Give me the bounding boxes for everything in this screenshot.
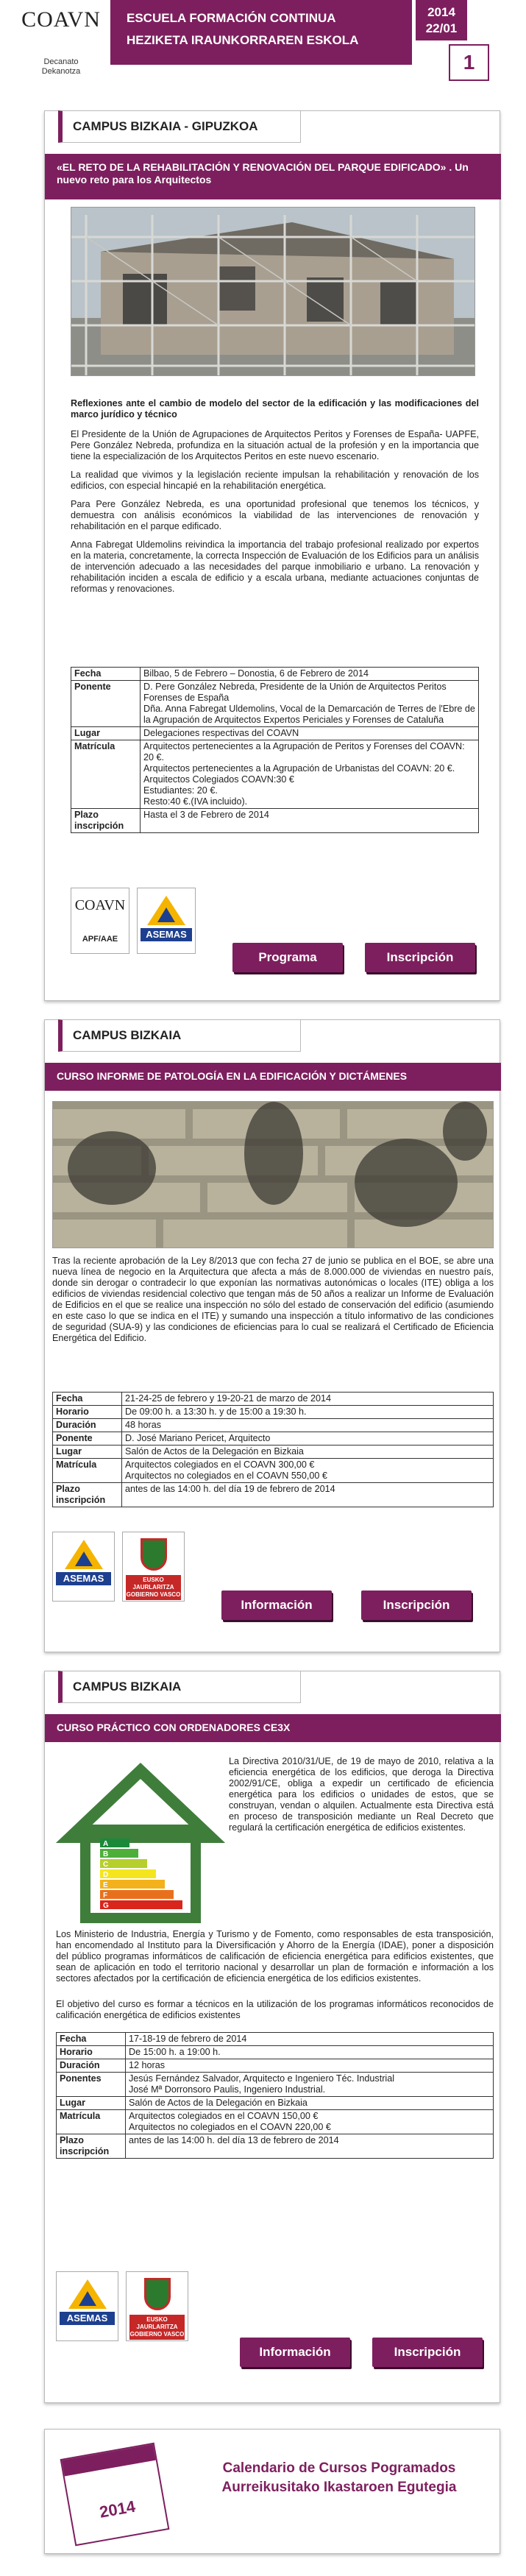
- issue-number: 1: [449, 44, 489, 81]
- asemas-icon: [65, 1540, 103, 1569]
- header-line-2: HEZIKETA IRAUNKORRAREN ESKOLA: [127, 33, 359, 47]
- energy-letter: D: [103, 1871, 109, 1879]
- row-key: Plazo inscripción: [71, 809, 141, 833]
- page-header: [0, 0, 526, 96]
- course-card-ce3x: [44, 1671, 500, 2403]
- row-value: Arquitectos colegiados en el COAVN 150,00 € Arquitectos no colegiados en el COAVN 220,00 €: [126, 2110, 494, 2134]
- paragraph: Anna Fabregat Uldemolins reivindica la importancia del trabajo profesional realizado por expertos en la materia, concretamente, la correcta Inspección de Evaluación de los Edificios para un análisis de intervención adecuado a las necesidades del parque inmobiliario e urbano. La renovación y rehabilitación inciden a escala de edificio y a escala urbana, mediante actuaciones conjuntas de reformas y renovaciones.: [71, 539, 479, 594]
- table-row: [53, 1459, 494, 1483]
- paragraph: La realidad que vivimos y la legislación reciente impulsan la rehabilitación y renovación de los edificios, con especial hincapié en la rehabilitación energética.: [71, 470, 479, 491]
- course-card-rehabilitacion: [44, 110, 500, 1001]
- header-date: 22/01: [425, 21, 458, 35]
- inscripcion-button[interactable]: Inscripción: [372, 2338, 483, 2367]
- energy-house-icon: [56, 1756, 225, 1925]
- row-value: D. José Mariano Pericet, Arquitecto: [122, 1432, 494, 1446]
- table-row: [57, 2059, 494, 2073]
- row-key: Fecha: [53, 1393, 122, 1406]
- row-value: 21-24-25 de febrero y 19-20-21 de marzo de 2014: [122, 1393, 494, 1406]
- row-key: Duración: [57, 2059, 126, 2073]
- row-key: Matrícula: [53, 1459, 122, 1483]
- row-value: Delegaciones respectivas del COAVN: [141, 727, 479, 740]
- course-title-bar: CURSO PRÁCTICO CON ORDENADORES CE3X: [45, 1714, 501, 1742]
- gobierno-vasco-logo: [126, 2271, 188, 2341]
- row-value: 17-18-19 de febrero de 2014: [126, 2033, 494, 2046]
- table-row: [71, 740, 479, 809]
- row-value: Salón de Actos de la Delegación en Bizkaia: [122, 1446, 494, 1459]
- apf-aae-logo: [71, 888, 129, 954]
- course-info-table: [71, 667, 479, 833]
- table-row: [71, 668, 479, 681]
- informacion-button[interactable]: Información: [221, 1590, 332, 1620]
- course-card-patologia: [44, 1019, 500, 1652]
- row-value: Arquitectos colegiados en el COAVN 300,00 € Arquitectos no colegiados en el COAVN 550,00 €: [122, 1459, 494, 1483]
- row-value: 12 horas: [126, 2059, 494, 2073]
- table-row: [57, 2134, 494, 2159]
- logo-label: EUSKO JAURLARITZA GOBIERNO VASCO: [129, 2315, 185, 2340]
- row-key: Plazo inscripción: [53, 1483, 122, 1507]
- table-row: [53, 1393, 494, 1406]
- energy-letter: F: [103, 1892, 108, 1900]
- campus-tag: CAMPUS BIZKAIA: [58, 1019, 301, 1052]
- row-value: Jesús Fernández Salvador, Arquitecto e Ingeniero Téc. Industrial José Mª Dorronsoro Paulis, Ingeniero Industrial.: [126, 2073, 494, 2097]
- table-row: [57, 2033, 494, 2046]
- course-description-right: La Directiva 2010/31/UE, de 19 de mayo de 2010, relativa a la eficiencia energética de los edificios, que deroga la Directiva 2002/91/CE, obliga a expedir un certificado de eficiencia energética para los edificios o unidades de estos, que se construyan, vendan o alquilen. Actualmente esta Directiva está en proceso de transposición mediante un Real Decreto que regulará la certificación energética de edificios existentes.: [229, 1756, 494, 1833]
- row-key: Lugar: [53, 1446, 122, 1459]
- row-value: 48 horas: [122, 1419, 494, 1432]
- calendar-icon: [60, 2443, 170, 2547]
- header-title-bar: [110, 0, 412, 65]
- scaffold-building-photo: [71, 207, 475, 376]
- row-value: Salón de Actos de la Delegación en Bizkaia: [126, 2097, 494, 2110]
- logo-label: ASEMAS: [60, 2312, 115, 2325]
- table-row: [57, 2097, 494, 2110]
- inscripcion-button[interactable]: Inscripción: [365, 943, 475, 972]
- row-key: Horario: [53, 1406, 122, 1419]
- row-key: Matrícula: [57, 2110, 126, 2134]
- row-key: Matrícula: [71, 740, 141, 809]
- calendar-banner[interactable]: [44, 2429, 500, 2554]
- shield-icon: [141, 1538, 167, 1571]
- table-row: [71, 681, 479, 727]
- course-description: Tras la reciente aprobación de la Ley 8/2013 que con fecha 27 de junio se publica en el BOE, se abre una nueva línea de negocio en la Arquitectura que afecta a más de 8.000.000 de viviendas en nuestro país, donde sin derogar o contradecir lo que exponían las normativas autonómicas o locales (ITE) obliga a los edificios de viviendas residencial colectivo que tengan más de 50 años a realizar un Informe de Evaluación de Edificios en el que se realice una inspección no sólo del estado de conservación del edificio (asumiendo en este caso lo que se indica en el ITE) y sumando una inspección a título informativo de las condiciones de seguridad (SUA-9) y las condiciones de eficiencias para lo cual se realizará el Certificado de Eficiencia Energética del Edificio.: [52, 1256, 494, 1343]
- header-date-box: [416, 0, 467, 40]
- row-key: Ponente: [53, 1432, 122, 1446]
- energy-letter: A: [103, 1840, 109, 1848]
- course-title-bar: CURSO INFORME DE PATOLOGÍA EN LA EDIFICACIÓN Y DICTÁMENES: [45, 1063, 501, 1091]
- calendar-title: [192, 2459, 486, 2497]
- asemas-icon: [68, 2279, 107, 2309]
- course-info-table: [56, 2032, 494, 2159]
- course-title-bar: «EL RETO DE LA REHABILITACIÓN Y RENOVACIÓN DEL PARQUE EDIFICADO» . Un nuevo reto para los Arquitectos: [45, 154, 501, 199]
- energy-letter: E: [103, 1881, 108, 1889]
- energy-letter: G: [103, 1902, 109, 1910]
- row-key: Lugar: [57, 2097, 126, 2110]
- logo-label: EUSKO JAURLARITZA GOBIERNO VASCO: [126, 1575, 181, 1600]
- coavn-logo: [21, 7, 102, 81]
- energy-bar: [100, 1880, 165, 1889]
- table-row: [57, 2073, 494, 2097]
- course-info-table: [52, 1392, 494, 1507]
- logo-text: Decanato Dekanotza: [41, 57, 81, 76]
- row-value: Hasta el 3 de Febrero de 2014: [141, 809, 479, 833]
- calendar-year: 2014: [98, 2497, 137, 2522]
- logo-label: ASEMAS: [141, 928, 192, 941]
- row-value: De 15:00 h. a 19:00 h.: [126, 2046, 494, 2059]
- row-key: Ponentes: [57, 2073, 126, 2097]
- table-row: [53, 1419, 494, 1432]
- programa-button[interactable]: Programa: [232, 943, 343, 972]
- shield-icon: [144, 2278, 171, 2310]
- table-row: [53, 1483, 494, 1507]
- inscripcion-button[interactable]: Inscripción: [361, 1590, 472, 1620]
- row-value: Arquitectos pertenecientes a la Agrupación de Peritos y Forenses del COAVN: 20 €. Arquitectos pertenecientes a la Agrupación de Urbanistas del COAVN: 20 €. Arquitectos Colegiados COAVN:30 € Estudiantes: 20 €. Resto:40 €.(IVA incluido).: [141, 740, 479, 809]
- logo-label: ASEMAS: [56, 1572, 111, 1585]
- table-row: [53, 1446, 494, 1459]
- row-key: Lugar: [71, 727, 141, 740]
- energy-bar: [100, 1869, 156, 1878]
- asemas-icon: [147, 896, 185, 925]
- energy-bar: [100, 1890, 174, 1899]
- energy-letter: B: [103, 1850, 109, 1858]
- campus-tag: CAMPUS BIZKAIA - GIPUZKOA: [58, 110, 301, 143]
- calendar-rings: [62, 2444, 156, 2477]
- gobierno-vasco-logo: [122, 1532, 185, 1602]
- logo-mark: COAVN: [74, 897, 126, 913]
- table-row: [53, 1432, 494, 1446]
- course-objective: El objetivo del curso es formar a técnicos en la utilización de los programas informáticos reconocidos de calificación energética de edificios existentes: [56, 1999, 494, 2020]
- course-description: Los Ministerio de Industria, Energía y Turismo y de Fomento, como responsables de esta transposición, han encomendado al Instituto para la Diversificación y Ahorro de la Energía (IDAE), poner a disposición del público programas informáticos de calificación de eficiencia energética para edificios existentes, que sean de aplicación en todo el territorio nacional y desarrollar un plan de formación e información a los sectores afectados por la certificación de eficiencia energética de los edificios existentes.: [56, 1929, 494, 1984]
- energy-bar: [100, 1900, 182, 1909]
- informacion-button[interactable]: Información: [240, 2338, 350, 2367]
- row-value: antes de las 14:00 h. del día 13 de febrero de 2014: [126, 2134, 494, 2159]
- row-value: D. Pere González Nebreda, Presidente de la Unión de Arquitectos Peritos Forenses de España Dña. Anna Fabregat Uldemolins, Vocal de la Demarcación de Terres de l'Ebre de la Agrupación de Arquitectos Expertos Periciales y Forenses de Cataluña: [141, 681, 479, 727]
- row-key: Duración: [53, 1419, 122, 1432]
- course-lead: Reflexiones ante el cambio de modelo del sector de la edificación y las modificaciones del marco jurídico y técnico: [71, 398, 479, 420]
- paragraph: Para Pere González Nebreda, es una oportunidad profesional que tenemos los técnicos, y demuestra con análisis económicos la viabilidad de las intervenciones de renovación y rehabilitación en el parque edificado.: [71, 499, 479, 531]
- calendar-line-1: Calendario de Cursos Pogramados: [222, 2460, 456, 2476]
- asemas-logo: [56, 2271, 118, 2341]
- asemas-logo: [52, 1532, 115, 1602]
- energy-letter: C: [103, 1861, 109, 1869]
- row-key: Horario: [57, 2046, 126, 2059]
- row-key: Fecha: [57, 2033, 126, 2046]
- table-row: [71, 727, 479, 740]
- table-row: [57, 2110, 494, 2134]
- damaged-wall-photo: [52, 1101, 494, 1248]
- table-row: [57, 2046, 494, 2059]
- table-row: [53, 1406, 494, 1419]
- table-row: [71, 809, 479, 833]
- row-value: Bilbao, 5 de Febrero – Donostia, 6 de Febrero de 2014: [141, 668, 479, 681]
- row-key: Plazo inscripción: [57, 2134, 126, 2159]
- header-line-1: ESCUELA FORMACIÓN CONTINUA: [127, 11, 336, 25]
- row-value: antes de las 14:00 h. del día 19 de febrero de 2014: [122, 1483, 494, 1507]
- paragraph: El Presidente de la Unión de Agrupaciones de Arquitectos Peritos y Forenses de España- UAPFE, Pere González Nebreda, profundiza en la situación actual de la profesión y en la importancia que tiene la especialización de los Arquitectos Peritos en este nuevo escenario.: [71, 429, 479, 461]
- asemas-logo: [137, 888, 196, 954]
- logo-label: APF/AAE: [82, 935, 118, 944]
- campus-tag: CAMPUS BIZKAIA: [58, 1671, 301, 1703]
- header-year: 2014: [427, 5, 455, 19]
- calendar-line-2: Aurreikusitako Ikastaroen Egutegia: [221, 2480, 457, 2495]
- row-key: Fecha: [71, 668, 141, 681]
- row-key: Ponente: [71, 681, 141, 727]
- row-value: De 09:00 h. a 13:30 h. y de 15:00 a 19:30 h.: [122, 1406, 494, 1419]
- logo-mark: COAVN: [21, 7, 101, 32]
- course-description: [71, 429, 479, 602]
